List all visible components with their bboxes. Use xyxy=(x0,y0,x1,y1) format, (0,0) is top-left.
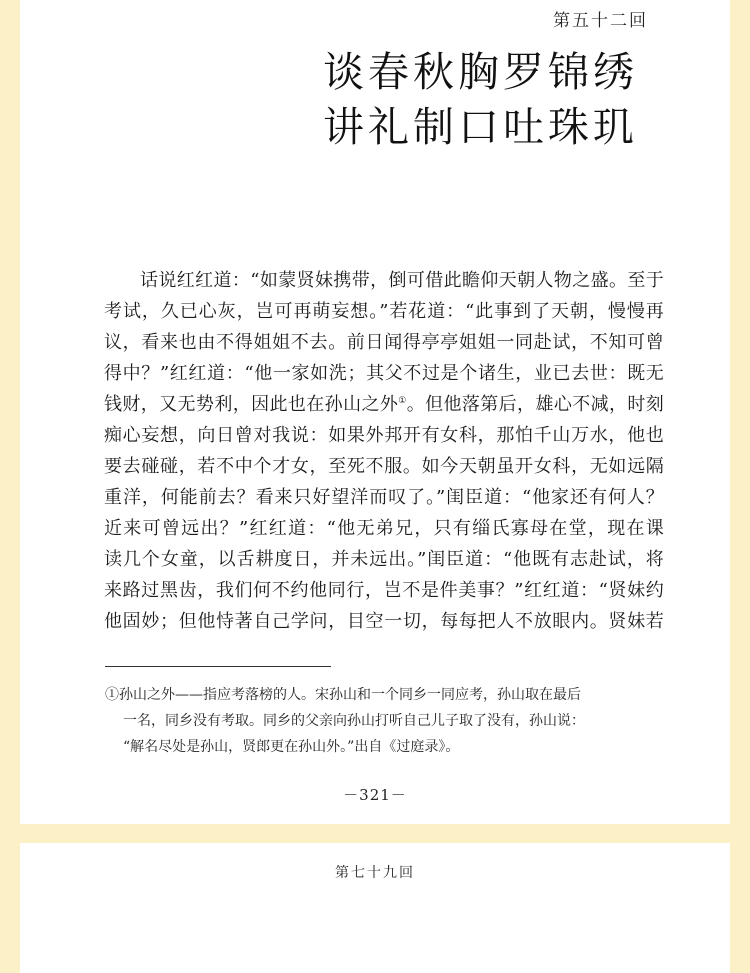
footnote-line: ①孙山之外——指应考落榜的人。宋孙山和一个同乡一同应考，孙山取在最后 xyxy=(105,687,581,703)
body-line: 痴心妄想，向日曾对我说：如果外邦开有女科，那怕千山万水，他也 xyxy=(104,425,664,446)
body-text xyxy=(104,265,664,637)
footnote xyxy=(105,682,665,760)
body-line: 重洋，何能前去？看来只好望洋而叹了。”闺臣道：“他家还有何人？ xyxy=(104,487,664,508)
body-line-text-tail: 。但他落第后，雄心不减，时刻 xyxy=(406,394,664,415)
book-page-next xyxy=(20,843,730,973)
book-page-321 xyxy=(20,0,730,824)
footnote-marker[interactable]: ① xyxy=(398,396,407,406)
body-line-with-footnote xyxy=(104,389,664,420)
body-line: 读几个女童，以舌耕度日，并未远出。”闺臣道：“他既有志赴试，将 xyxy=(104,549,664,570)
chapter-title-line-2: 讲礼制口吐珠玑 xyxy=(323,103,638,151)
footnote-line: 一名，同乡没有考取。同乡的父亲向孙山打听自己儿子取了没有，孙山说： xyxy=(123,713,585,729)
body-line: 考试，久已心灰，岂可再萌妄想。”若花道：“此事到了天朝，慢慢再 xyxy=(104,301,664,322)
chapter-label: 第五十二回 xyxy=(553,11,648,31)
chapter-label: 第七十九回 xyxy=(335,865,415,881)
footnote-line: “解名尽处是孙山，贤郎更在孙山外。”出自《过庭录》。 xyxy=(123,739,460,755)
body-line: 近来可曾远出？”红红道：“他无弟兄，只有缁氏寡母在堂，现在课 xyxy=(104,518,664,539)
footnote-divider xyxy=(105,666,331,667)
body-line: 来路过黑齿，我们何不约他同行，岂不是件美事？”红红道：“贤妹约 xyxy=(104,580,664,601)
body-line: 话说红红道：“如蒙贤妹携带，倒可借此瞻仰天朝人物之盛。至于 xyxy=(140,270,664,291)
body-line: 他固妙；但他恃著自己学问，目空一切，每每把人不放眼内。贤妹若 xyxy=(104,611,664,632)
chapter-title xyxy=(323,45,638,155)
page-number: －321－ xyxy=(343,786,407,804)
body-line: 议，看来也由不得姐姐不去。前日闻得亭亭姐姐一同赴试，不知可曾 xyxy=(104,332,664,353)
body-line-text: 钱财，又无势利，因此也在孙山之外 xyxy=(104,394,399,415)
chapter-title-line-1: 谈春秋胸罗锦绣 xyxy=(323,48,638,96)
body-line: 得中？”红红道：“他一家如洗；其父不过是个诸生，业已去世：既无 xyxy=(104,363,664,384)
body-line: 要去碰碰，若不中个才女，至死不服。如今天朝虽开女科，无如远隔 xyxy=(104,456,664,477)
